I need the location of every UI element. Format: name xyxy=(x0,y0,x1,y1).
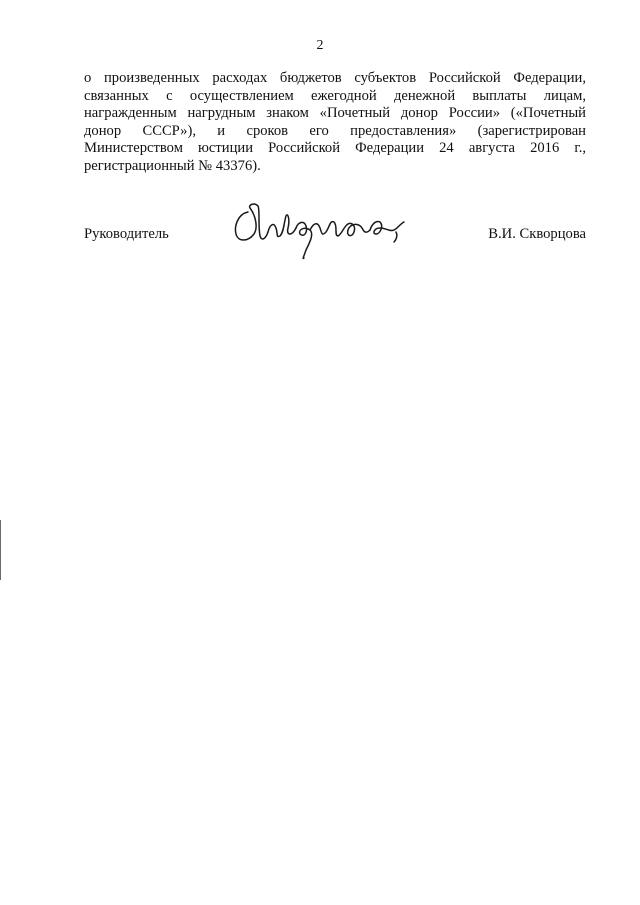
signatory-position: Руководитель xyxy=(84,226,169,242)
paragraph-line: награжденным нагрудным знаком «Почетный донор России» («Почетный xyxy=(84,105,586,122)
paragraph-line: Министерством юстиции Российской Федерации 24 августа 2016 г., xyxy=(84,140,586,157)
scan-edge-line xyxy=(0,520,1,580)
paragraph-line: о произведенных расходах бюджетов субъектов Российской Федерации, xyxy=(84,70,586,86)
body-paragraph xyxy=(84,70,586,176)
paragraph-line: связанных с осуществлением ежегодной денежной выплаты лицам, xyxy=(84,87,586,104)
handwritten-signature-icon xyxy=(226,192,410,266)
signatory-name: В.И. Скворцова xyxy=(488,226,586,242)
page-number: 2 xyxy=(316,38,324,53)
paragraph-line: донор СССР»), и сроков его предоставления» (зарегистрирован xyxy=(84,122,586,139)
paragraph-line: регистрационный № 43376). xyxy=(84,157,261,174)
